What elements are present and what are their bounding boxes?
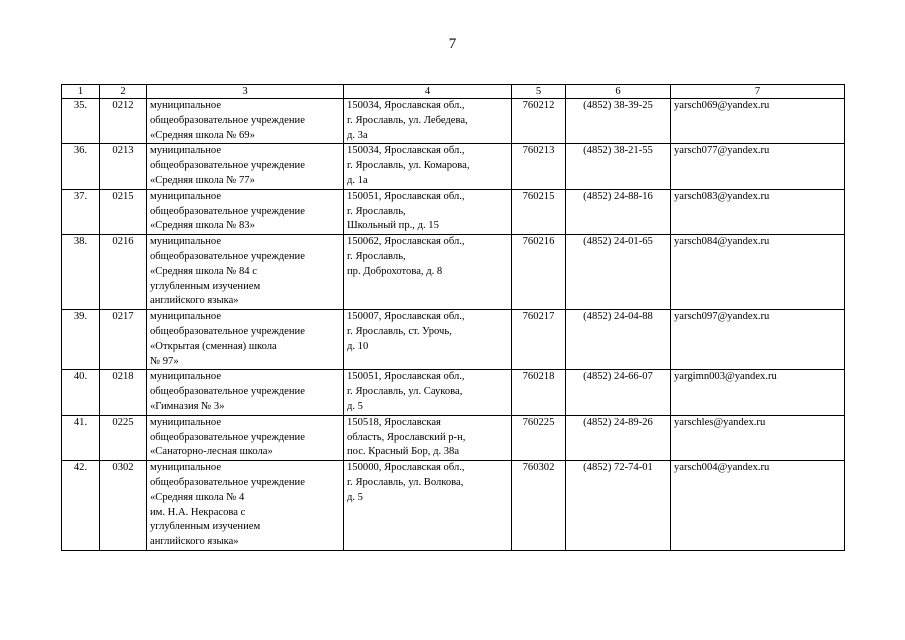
- school-email: yarsch097@yandex.ru: [671, 310, 845, 370]
- school-name-line: муниципальное: [150, 145, 222, 157]
- school-email: yarsch077@yandex.ru: [671, 144, 845, 189]
- row-number: 42.: [62, 461, 100, 551]
- school-index: 760215: [512, 189, 566, 234]
- school-address-line: 150051, Ярославская обл.,: [347, 371, 465, 383]
- school-name-line: общеобразовательное учреждение: [150, 325, 305, 337]
- page-number: 7: [448, 36, 457, 52]
- row-number: 38.: [62, 235, 100, 310]
- school-email: yarsch083@yandex.ru: [671, 189, 845, 234]
- school-phone: (4852) 24-01-65: [566, 235, 671, 310]
- school-name: [147, 461, 344, 551]
- school-address-line: г. Ярославль, ул. Комарова,: [347, 160, 470, 172]
- school-address-line: 150000, Ярославская обл.,: [347, 462, 465, 474]
- school-name-line: муниципальное: [150, 100, 222, 111]
- school-index: 760213: [512, 144, 566, 189]
- school-name-line: «Средняя школа № 83»: [150, 220, 255, 232]
- school-address-line: д. 3а: [347, 129, 368, 141]
- school-address-line: д. 10: [347, 340, 369, 352]
- school-name-line: общеобразовательное учреждение: [150, 431, 305, 443]
- school-code: 0302: [100, 461, 147, 551]
- table-header-row: [62, 85, 845, 99]
- column-header-2: 2: [100, 85, 147, 99]
- school-phone: (4852) 24-66-07: [566, 370, 671, 415]
- school-code: 0225: [100, 415, 147, 460]
- school-address-line: г. Ярославль, ул. Волкова,: [347, 476, 464, 488]
- school-name: [147, 144, 344, 189]
- school-name-line: общеобразовательное учреждение: [150, 205, 305, 217]
- column-header-1: 1: [62, 85, 100, 99]
- school-address-line: г. Ярославль,: [347, 250, 406, 262]
- school-index: 760212: [512, 99, 566, 144]
- table-row: [62, 461, 845, 551]
- school-address-line: Школьный пр., д. 15: [347, 220, 439, 232]
- school-name-line: «Гимназия № 3»: [150, 400, 225, 412]
- table-row: [62, 144, 845, 189]
- school-name-line: «Средняя школа № 77»: [150, 174, 255, 186]
- table-row: [62, 370, 845, 415]
- school-email: yarsch069@yandex.ru: [671, 99, 845, 144]
- school-address-line: г. Ярославль, ул. Лебедева,: [347, 114, 468, 126]
- school-name-line: общеобразовательное учреждение: [150, 386, 305, 398]
- school-address: [344, 99, 512, 144]
- school-name-line: «Санаторно-лесная школа»: [150, 446, 273, 458]
- school-address-line: 150518, Ярославская: [347, 416, 441, 428]
- school-code: 0218: [100, 370, 147, 415]
- row-number: 39.: [62, 310, 100, 370]
- column-header-7: 7: [671, 85, 845, 99]
- school-name-line: английского языка»: [150, 295, 239, 307]
- school-name-line: № 97»: [150, 355, 179, 367]
- school-address: [344, 144, 512, 189]
- school-address-line: пос. Красный Бор, д. 38а: [347, 446, 460, 458]
- school-name-line: муниципальное: [150, 236, 222, 248]
- school-address-line: 150007, Ярославская обл.,: [347, 311, 465, 323]
- school-name-line: «Средняя школа № 4: [150, 491, 245, 503]
- school-name-line: «Средняя школа № 84 с: [150, 265, 257, 277]
- school-phone: (4852) 72-74-01: [566, 461, 671, 551]
- school-name: [147, 370, 344, 415]
- school-name-line: углубленным изучением: [150, 280, 261, 292]
- school-address-line: г. Ярославль,: [347, 205, 406, 217]
- school-code: 0217: [100, 310, 147, 370]
- column-header-6: 6: [566, 85, 671, 99]
- school-name: [147, 310, 344, 370]
- school-phone: (4852) 24-89-26: [566, 415, 671, 460]
- school-name-line: муниципальное: [150, 371, 222, 383]
- school-name-line: муниципальное: [150, 462, 222, 474]
- school-address-line: 150034, Ярославская обл.,: [347, 145, 465, 157]
- school-address-line: г. Ярославль, ст. Урочь,: [347, 325, 452, 337]
- school-email: yarsch084@yandex.ru: [671, 235, 845, 310]
- school-name-line: общеобразовательное учреждение: [150, 114, 305, 126]
- schools-table: [61, 84, 845, 551]
- school-address-line: г. Ярославль, ул. Саукова,: [347, 386, 463, 398]
- school-name-line: общеобразовательное учреждение: [150, 250, 305, 262]
- table-row: [62, 235, 845, 310]
- row-number: 36.: [62, 144, 100, 189]
- school-name: [147, 99, 344, 144]
- school-name: [147, 415, 344, 460]
- table-row: [62, 99, 845, 144]
- school-code: 0212: [100, 99, 147, 144]
- school-name-line: «Открытая (сменная) школа: [150, 340, 277, 352]
- school-index: 760225: [512, 415, 566, 460]
- school-address-line: пр. Доброхотова, д. 8: [347, 265, 443, 277]
- row-number: 35.: [62, 99, 100, 144]
- column-header-4: 4: [344, 85, 512, 99]
- school-index: 760216: [512, 235, 566, 310]
- school-name-line: им. Н.А. Некрасова с: [150, 506, 246, 518]
- table-body: [62, 99, 845, 551]
- school-name-line: муниципальное: [150, 190, 222, 202]
- school-code: 0215: [100, 189, 147, 234]
- school-name-line: углубленным изучением: [150, 521, 261, 533]
- school-address: [344, 415, 512, 460]
- school-index: 760217: [512, 310, 566, 370]
- school-address-line: д. 1а: [347, 174, 368, 186]
- school-name-line: муниципальное: [150, 311, 222, 323]
- school-email: yargimn003@yandex.ru: [671, 370, 845, 415]
- school-address: [344, 461, 512, 551]
- school-address-line: 150051, Ярославская обл.,: [347, 190, 465, 202]
- school-address-line: 150062, Ярославская обл.,: [347, 236, 465, 248]
- school-phone: (4852) 38-39-25: [566, 99, 671, 144]
- school-address-line: д. 5: [347, 491, 363, 503]
- school-phone: (4852) 24-04-88: [566, 310, 671, 370]
- school-name-line: муниципальное: [150, 416, 222, 428]
- school-address-line: д. 5: [347, 400, 363, 412]
- school-email: yarschles@yandex.ru: [671, 415, 845, 460]
- row-number: 40.: [62, 370, 100, 415]
- school-name-line: английского языка»: [150, 536, 239, 548]
- school-address: [344, 370, 512, 415]
- table-row: [62, 415, 845, 460]
- school-name-line: общеобразовательное учреждение: [150, 160, 305, 172]
- school-address-line: область, Ярославский р-н,: [347, 431, 466, 443]
- school-name-line: общеобразовательное учреждение: [150, 476, 305, 488]
- school-index: 760302: [512, 461, 566, 551]
- school-address-line: 150034, Ярославская обл.,: [347, 100, 465, 111]
- column-header-3: 3: [147, 85, 344, 99]
- row-number: 37.: [62, 189, 100, 234]
- row-number: 41.: [62, 415, 100, 460]
- school-index: 760218: [512, 370, 566, 415]
- school-address: [344, 189, 512, 234]
- table-row: [62, 310, 845, 370]
- school-code: 0213: [100, 144, 147, 189]
- school-address: [344, 235, 512, 310]
- school-code: 0216: [100, 235, 147, 310]
- school-name: [147, 189, 344, 234]
- school-email: yarsch004@yandex.ru: [671, 461, 845, 551]
- column-header-5: 5: [512, 85, 566, 99]
- school-phone: (4852) 24-88-16: [566, 189, 671, 234]
- table-row: [62, 189, 845, 234]
- school-address: [344, 310, 512, 370]
- school-name-line: «Средняя школа № 69»: [150, 129, 255, 141]
- school-phone: (4852) 38-21-55: [566, 144, 671, 189]
- school-name: [147, 235, 344, 310]
